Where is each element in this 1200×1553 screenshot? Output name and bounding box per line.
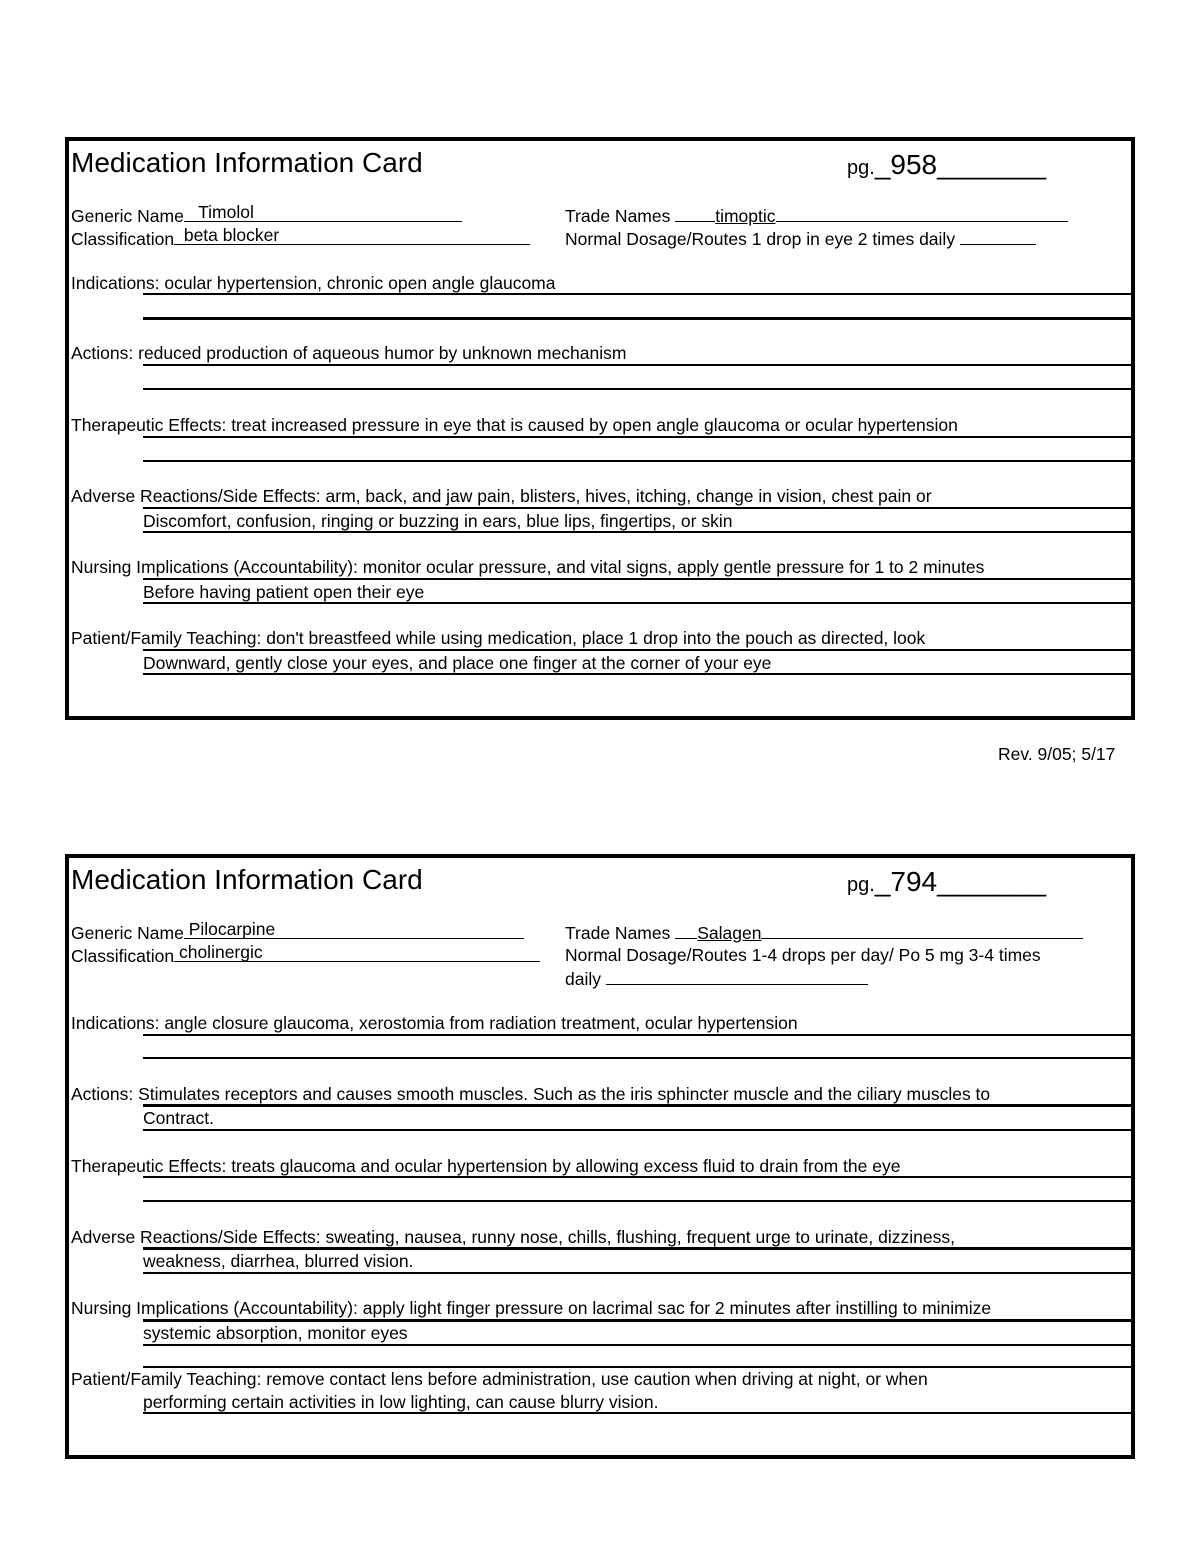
- trade-names-field: [565, 922, 1083, 944]
- medication-card-2: [65, 854, 1135, 1459]
- adverse-line-2: weakness, diarrhea, blurred vision.: [143, 1251, 414, 1271]
- classification-line: [174, 225, 530, 245]
- rule: [143, 1057, 1131, 1059]
- rule: [143, 507, 1131, 509]
- adverse-line-2: Discomfort, confusion, ringing or buzzing in ears, blue lips, fingertips, or skin: [143, 511, 733, 531]
- classification-value: cholinergic: [174, 942, 263, 962]
- dosage-value: 1 drop in eye 2 times daily: [751, 229, 956, 249]
- teaching-line-2: performing certain activities in low lighting, can cause blurry vision.: [143, 1392, 659, 1412]
- dosage-value-cont: daily: [565, 969, 601, 989]
- rule: [143, 1200, 1131, 1202]
- rule: [143, 578, 1131, 580]
- adverse-row: [71, 1227, 955, 1248]
- generic-name-value: Pilocarpine: [183, 919, 276, 939]
- rule: [143, 1344, 1131, 1346]
- nursing-line-2: Before having patient open their eye: [143, 582, 425, 602]
- trade-names-label: Trade Names: [565, 923, 671, 943]
- dosage-field: [565, 228, 1036, 250]
- rule: [143, 1034, 1131, 1036]
- rule: [143, 1319, 1131, 1322]
- rule: [143, 1412, 1131, 1414]
- rule: [143, 1104, 1131, 1107]
- dosage-value: 1-4 drops per day/ Po 5 mg 3-4 times: [751, 945, 1041, 965]
- actions-label: Actions:: [71, 1084, 134, 1104]
- page-label: pg.: [847, 157, 875, 179]
- trade-names-value: timoptic: [715, 206, 776, 226]
- rule: [143, 460, 1131, 462]
- classification-line: [174, 942, 540, 962]
- teaching-line-2: Downward, gently close your eyes, and place one finger at the corner of your eye: [143, 653, 772, 673]
- page-label: pg.: [847, 874, 875, 896]
- therapeutic-text: treat increased pressure in eye that is caused by open angle glaucoma or ocular hypertension: [231, 415, 958, 435]
- medication-card-1: [65, 137, 1135, 720]
- page-number: [847, 866, 1046, 898]
- rule: [143, 1247, 1131, 1250]
- indications-text: ocular hypertension, chronic open angle glaucoma: [164, 273, 556, 293]
- rule: [143, 649, 1131, 651]
- classification-label: Classification: [71, 946, 175, 966]
- nursing-label: Nursing Implications (Accountability):: [71, 1298, 358, 1318]
- indications-label: Indications:: [71, 273, 160, 293]
- rule: [143, 531, 1131, 533]
- adverse-line-1: arm, back, and jaw pain, blisters, hives, itching, change in vision, chest pain or: [325, 486, 932, 506]
- generic-name-label: Generic Name: [71, 206, 184, 226]
- indications-row: [71, 273, 556, 294]
- page-value: _794_______: [874, 866, 1047, 897]
- adverse-row: [71, 486, 932, 507]
- dosage-label: Normal Dosage/Routes: [565, 229, 747, 249]
- page-value: _958_______: [874, 149, 1047, 180]
- trade-names-field: [565, 205, 1068, 227]
- generic-name-line: [183, 919, 524, 939]
- nursing-label: Nursing Implications (Accountability):: [71, 557, 358, 577]
- generic-name-label: Generic Name: [71, 923, 184, 943]
- indications-text: angle closure glaucoma, xerostomia from radiation treatment, ocular hypertension: [164, 1013, 798, 1033]
- therapeutic-row: [71, 415, 958, 436]
- therapeutic-label: Therapeutic Effects:: [71, 415, 227, 435]
- rule: [143, 436, 1131, 438]
- classification-label: Classification: [71, 229, 175, 249]
- teaching-label: Patient/Family Teaching:: [71, 1369, 262, 1389]
- nursing-line-1: monitor ocular pressure, and vital signs, apply gentle pressure for 1 to 2 minutes: [362, 557, 985, 577]
- rule: [143, 1129, 1131, 1131]
- classification-field: [71, 942, 540, 967]
- nursing-row: [71, 1298, 991, 1319]
- teaching-row: [71, 1369, 928, 1390]
- trade-names-label: Trade Names: [565, 206, 671, 226]
- actions-label: Actions:: [71, 343, 134, 363]
- rule: [143, 388, 1131, 390]
- dosage-label: Normal Dosage/Routes: [565, 945, 747, 965]
- rule: [143, 602, 1131, 604]
- actions-row: [71, 343, 626, 364]
- therapeutic-row: [71, 1156, 900, 1177]
- nursing-line-2: systemic absorption, monitor eyes: [143, 1323, 408, 1343]
- page-number: [847, 149, 1046, 181]
- indications-label: Indications:: [71, 1013, 160, 1033]
- adverse-label: Adverse Reactions/Side Effects:: [71, 486, 321, 506]
- adverse-line-1: sweating, nausea, runny nose, chills, flushing, frequent urge to urinate, dizziness,: [325, 1227, 955, 1247]
- teaching-row: [71, 628, 925, 649]
- generic-name-field: [71, 202, 462, 227]
- rule: [143, 1176, 1131, 1178]
- nursing-line-1: apply light finger pressure on lacrimal sac for 2 minutes after instilling to minimize: [362, 1298, 992, 1318]
- card-title: Medication Information Card: [71, 864, 423, 895]
- classification-field: [71, 225, 530, 250]
- classification-value: beta blocker: [174, 225, 280, 245]
- revision-note: Rev. 9/05; 5/17: [998, 744, 1116, 764]
- trade-names-value: Salagen: [697, 923, 762, 943]
- dosage-field: [565, 945, 1041, 966]
- actions-line-2: Contract.: [143, 1108, 214, 1128]
- teaching-line-1: remove contact lens before administration, use caution when driving at night, or when: [266, 1369, 928, 1389]
- actions-text: reduced production of aqueous humor by unknown mechanism: [138, 343, 627, 363]
- rule: [143, 673, 1131, 675]
- card-title: Medication Information Card: [71, 147, 423, 178]
- therapeutic-label: Therapeutic Effects:: [71, 1156, 227, 1176]
- actions-row: [71, 1084, 990, 1105]
- generic-name-value: Timolol: [183, 202, 254, 222]
- rule: [143, 364, 1131, 366]
- nursing-row: [71, 557, 984, 578]
- therapeutic-text: treats glaucoma and ocular hypertension by allowing excess fluid to drain from the eye: [231, 1156, 901, 1176]
- generic-name-line: [183, 202, 462, 222]
- teaching-label: Patient/Family Teaching:: [71, 628, 262, 648]
- actions-line-1: Stimulates receptors and causes smooth muscles. Such as the iris sphincter muscle and the ciliary muscles to: [138, 1084, 991, 1104]
- rule: [143, 317, 1131, 320]
- generic-name-field: [71, 919, 524, 944]
- rule: [143, 293, 1131, 295]
- adverse-label: Adverse Reactions/Side Effects:: [71, 1227, 321, 1247]
- rule: [143, 1366, 1131, 1368]
- rule: [143, 1272, 1131, 1274]
- indications-row: [71, 1013, 798, 1034]
- teaching-line-1: don't breastfeed while using medication, place 1 drop into the pouch as directed, look: [266, 628, 926, 648]
- dosage-field-cont: [565, 968, 868, 990]
